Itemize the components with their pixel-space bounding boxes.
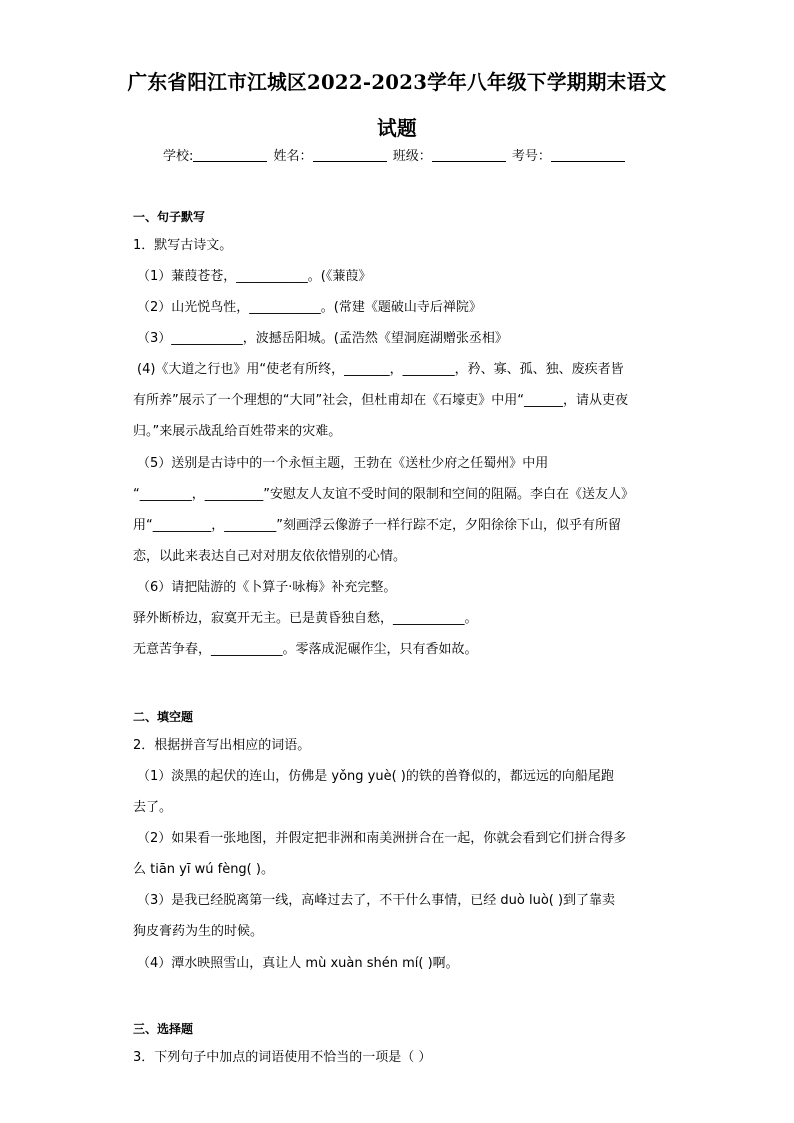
exam-no-label: 考号： [511, 149, 551, 164]
question-line: （2）山光悦鸟性，___________。(常建《题破山寺后禅院》 [137, 300, 482, 315]
question-line: （3）是我已经脱离第一线，高峰过去了，不干什么事情，已经 duò luò( )到了靠卖 [137, 893, 616, 908]
question-line: 有所养”展示了一个理想的“大同”社会，但杜甫却在《石壕吏》中用“______，请从吏夜 [133, 393, 628, 408]
question-line: 无意苦争春，___________。零落成泥碾作尘，只有香如故。 [133, 642, 478, 657]
question-line: （5）送别是古诗中的一个永恒主题，王勃在《送杜少府之任蜀州》中用 [137, 456, 549, 471]
exam-no-blank[interactable] [551, 148, 625, 162]
question-line: 么 tiān yī wú fèng( )。 [133, 862, 274, 877]
question-line: （3）___________，波撼岳阳城。(孟浩然《望洞庭湖赠张丞相》 [137, 331, 508, 346]
question-line: 用“_________，________”刻画浮云像游子一样行踪不定，夕阳徐徐下山，似乎有所留 [133, 518, 621, 533]
page-title-line-1: 广东省阳江市江城区2022-2023学年八年级下学期期末语文 [127, 71, 667, 94]
question-stem-3: 3．下列句子中加点的词语使用不恰当的一项是（ ） [133, 1050, 432, 1065]
school-label: 学校: [163, 149, 194, 164]
student-info-row [163, 145, 627, 164]
question-line: （6）请把陆游的《卜算子·咏梅》补充完整。 [137, 580, 397, 595]
question-stem-1: 1．默写古诗文。 [133, 238, 233, 253]
question-line: 驿外断桥边，寂寞开无主。已是黄昏独自愁，___________。 [133, 611, 478, 626]
name-blank[interactable] [313, 148, 387, 162]
question-line: 恋，以此来表达自己对对朋友依依惜别的心情。 [133, 549, 407, 564]
class-blank[interactable] [432, 148, 506, 162]
question-line: （2）如果看一张地图，并假定把非洲和南美洲拼合在一起，你就会看到它们拼合得多 [137, 831, 627, 846]
section-heading-1: 一、句子默写 [133, 210, 206, 224]
question-line: （1）淡黑的起伏的连山，仿佛是 yǒng yuè( )的铁的兽脊似的，都远远的向船尾跑 [137, 769, 614, 784]
name-label: 姓名： [273, 149, 313, 164]
school-blank[interactable] [193, 148, 267, 162]
question-line: （4）潭水映照雪山，真让人 mù xuàn shén mí( )啊。 [137, 956, 459, 971]
class-label: 班级： [392, 149, 432, 164]
section-heading-2: 二、填空题 [133, 710, 194, 724]
page-title-line-2: 试题 [377, 117, 417, 140]
question-line: “________，_________”安慰友人友谊不受时间的限制和空间的阻隔。李白在《送友人》 [133, 487, 634, 502]
question-line: 狗皮膏药为生的时候。 [133, 924, 264, 939]
question-line: 归。”来展示战乱给百姓带来的灾难。 [133, 424, 342, 439]
question-stem-2: 2．根据拼音写出相应的词语。 [133, 738, 311, 753]
question-line: 去了。 [133, 800, 173, 815]
section-heading-3: 三、选择题 [133, 1022, 194, 1036]
question-line: (4)《大道之行也》用“使老有所终，_______，________，矜、寡、孤、独、废疾者皆 [137, 362, 624, 377]
question-line: （1）蒹葭苍苍，___________。(《蒹葭》 [137, 269, 372, 284]
